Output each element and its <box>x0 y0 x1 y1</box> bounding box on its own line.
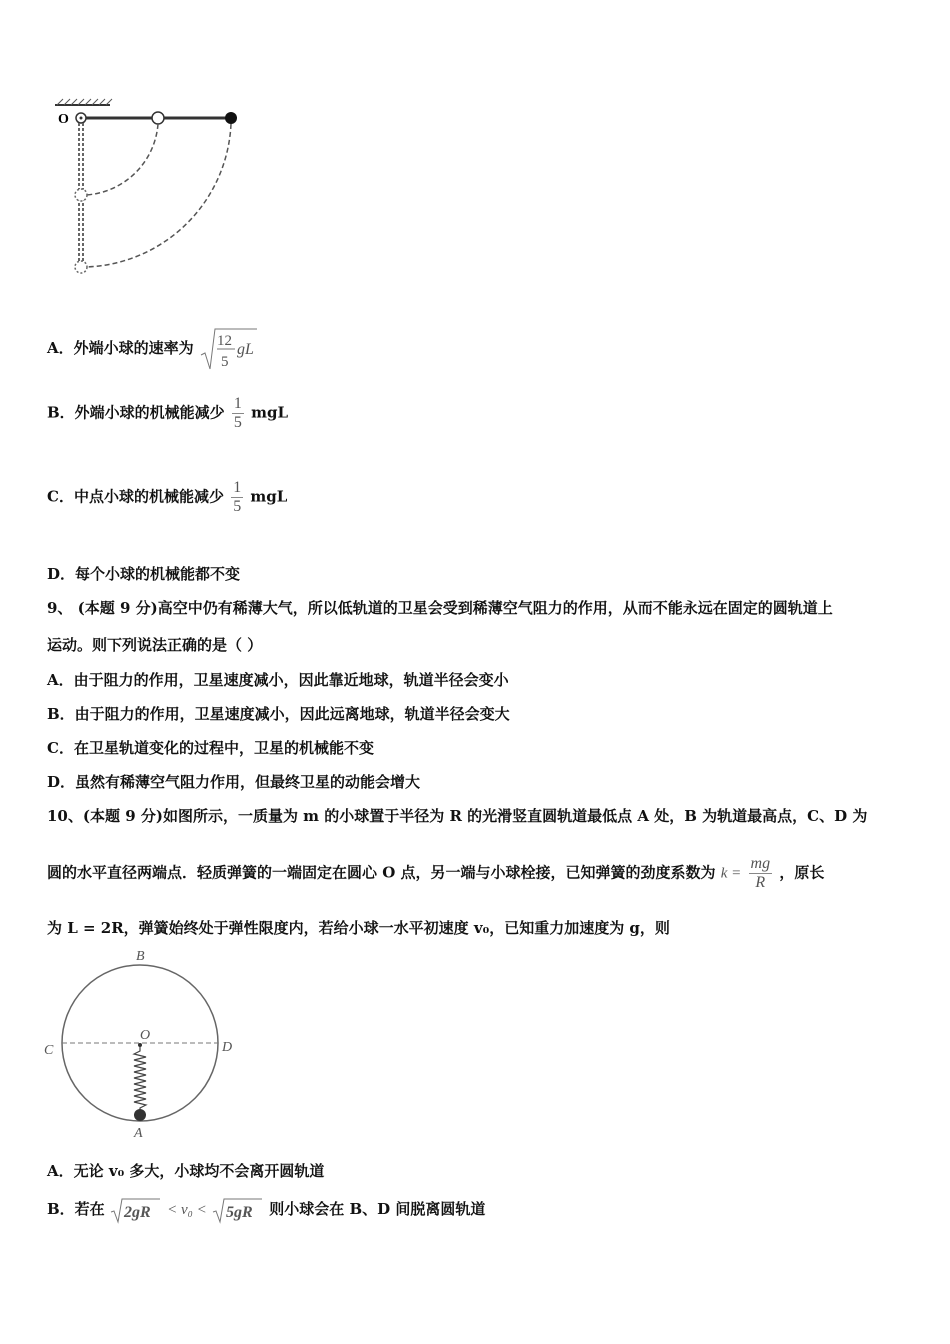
q8-option-c-label: C．中点小球的机械能减少 <box>47 487 224 506</box>
label-b: B <box>136 949 145 964</box>
q10-stem-line2-pre: 圆的水平直径两端点．轻质弹簧的一端固定在圆心 O 点，另一端与小球栓接，已知弹簧的劲度系数为 <box>47 863 716 882</box>
label-a: A <box>134 1126 143 1141</box>
rod-pendulum-figure <box>45 95 275 295</box>
q8-a-tail: gL <box>236 341 254 358</box>
ball-at-a <box>134 1109 146 1121</box>
k-num: mg <box>750 855 771 872</box>
q8-option-c <box>47 479 287 516</box>
q9-option-a: A．由于阻力的作用，卫星速度减小，因此靠近地球，轨道半径会变小 <box>47 671 509 689</box>
outer-ball <box>225 112 237 124</box>
k-symbol: k = <box>720 865 742 882</box>
q8-option-b-label: B．外端小球的机械能减少 <box>47 403 225 422</box>
pivot-label-o: O <box>58 112 69 127</box>
k-fraction <box>749 855 773 892</box>
q9-stem-line2: 运动。则下列说法正确的是（ ） <box>47 636 263 654</box>
label-d: D <box>222 1040 233 1055</box>
q10-option-b <box>47 1196 485 1224</box>
q8-b-den: 5 <box>233 414 242 431</box>
q10-option-b-pre: B．若在 <box>47 1200 105 1218</box>
center-point <box>138 1043 142 1047</box>
circle-track-figure <box>40 945 250 1145</box>
sqrt-2gr: 2gR <box>123 1204 151 1221</box>
k-den: R <box>755 874 766 891</box>
q8-option-a-label: A．外端小球的速率为 <box>47 339 194 357</box>
q8-option-b <box>47 395 288 432</box>
q8-a-frac-den: 5 <box>220 354 229 370</box>
q8-b-num: 1 <box>233 395 242 412</box>
q9-option-b: B．由于阻力的作用，卫星速度减小，因此远离地球，轨道半径会变大 <box>47 705 510 723</box>
q10-option-a: A．无论 v₀ 多大，小球均不会离开圆轨道 <box>47 1162 325 1180</box>
q8-c-tail: mgL <box>250 487 288 506</box>
q10-option-b-post: 则小球会在 B、D 间脱离圆轨道 <box>269 1200 486 1218</box>
q8-a-frac-num: 12 <box>216 333 232 349</box>
q9-option-d: D．虽然有稀薄空气阻力作用，但最终卫星的动能会增大 <box>47 773 421 791</box>
label-c: C <box>44 1043 54 1058</box>
q9-stem-line1: 9、 (本题 9 分)高空中仍有稀薄大气，所以低轨道的卫星会受到稀薄空气阻力的作用，从而不能永远在固定的圆轨道上 <box>47 599 833 617</box>
q8-c-den: 5 <box>233 498 242 515</box>
q8-option-d: D．每个小球的机械能都不变 <box>47 565 241 583</box>
sqrt-5gr: 5gR <box>226 1204 253 1221</box>
q8-c-fraction <box>231 479 243 516</box>
q9-option-c: C．在卫星轨道变化的过程中，卫星的机械能不变 <box>47 739 374 757</box>
q10-stem-line2 <box>47 855 824 892</box>
middle-ball <box>152 112 164 124</box>
q8-option-a <box>47 325 259 373</box>
q8-b-fraction <box>232 395 244 432</box>
q10-stem-line1: 10、(本题 9 分)如图所示，一质量为 m 的小球置于半径为 R 的光滑竖直圆轨道最低点 A 处，B 为轨道最高点，C、D 为 <box>47 807 868 825</box>
q10-stem-line2-post: ，原长 <box>779 863 825 882</box>
v0-inequality: < v₀ < <box>167 1202 207 1218</box>
q8-b-tail: mgL <box>251 403 289 422</box>
spring <box>134 1047 146 1111</box>
label-o: O <box>140 1028 151 1043</box>
sqrt-12-5-gl <box>199 325 259 373</box>
q10-stem-line3: 为 L = 2R，弹簧始终处于弹性限度内，若给小球一水平初速度 v₀，已知重力加速度为 g，则 <box>47 919 670 937</box>
q8-c-num: 1 <box>233 479 242 496</box>
